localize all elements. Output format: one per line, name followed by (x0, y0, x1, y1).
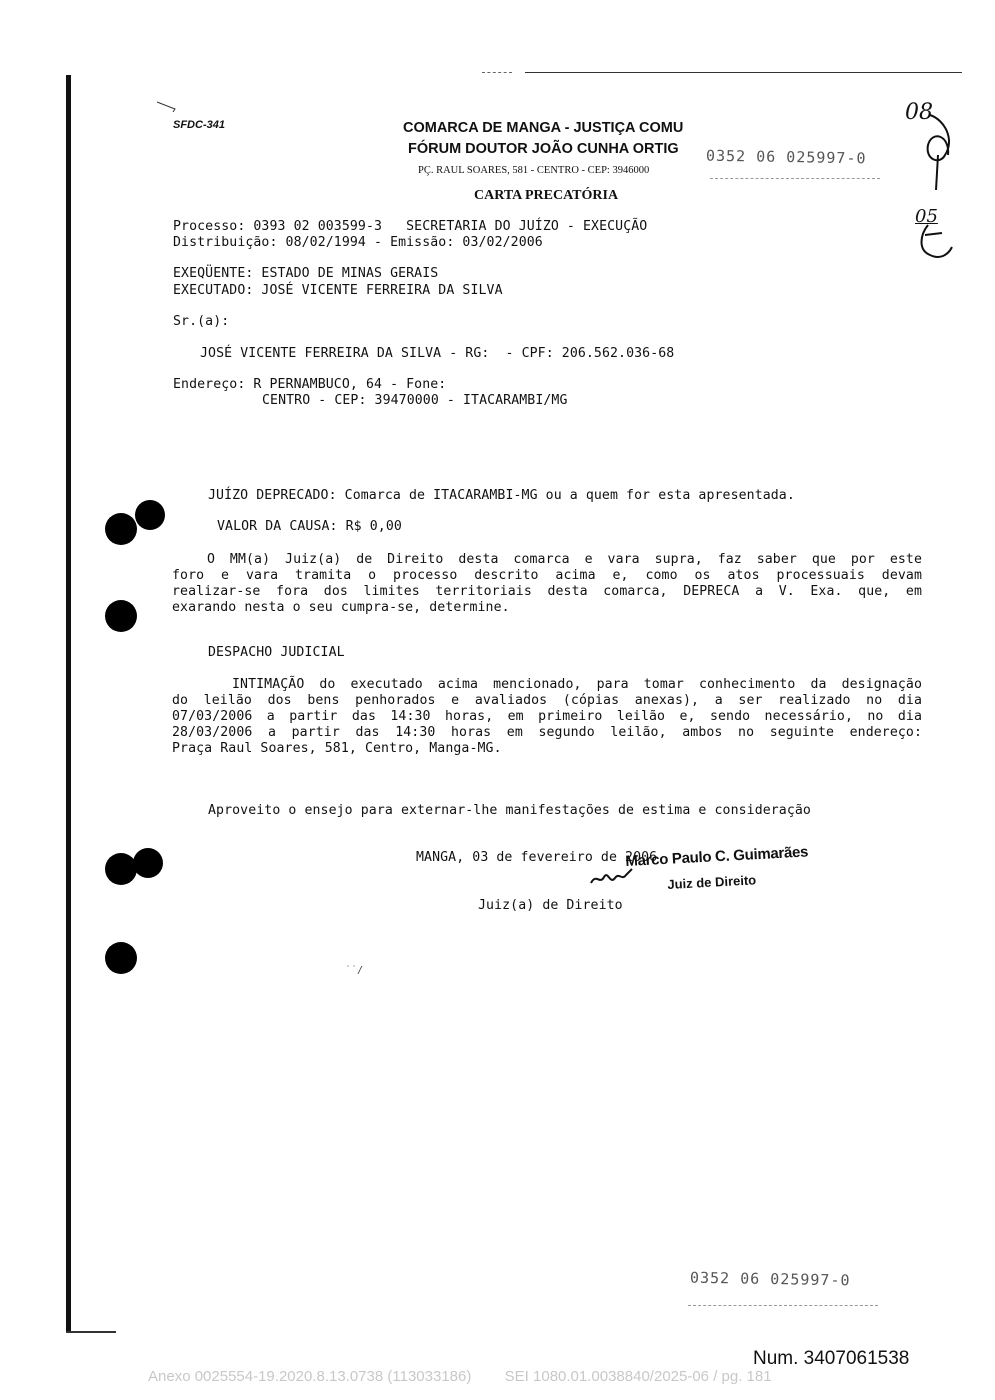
document-number: Num. 3407061538 (753, 1348, 910, 1369)
executado-line: EXECUTADO: JOSÉ VICENTE FERREIRA DA SILVA (173, 283, 503, 298)
punch-hole (105, 853, 137, 885)
scan-top-border (525, 72, 962, 73)
juizo-deprecado: JUÍZO DEPRECADO: Comarca de ITACARAMBI-MG ou a quem for esta apresentada. (208, 488, 795, 503)
paragraph-line: Praça Raul Soares, 581, Centro, Manga-MG. (172, 741, 502, 756)
salutation: Sr.(a): (173, 314, 230, 329)
scan-top-dash (482, 72, 512, 74)
recipient-address-2: CENTRO - CEP: 39470000 - ITACARAMBI/MG (262, 393, 568, 408)
court-name: COMARCA DE MANGA - JUSTIÇA COMU (403, 120, 684, 136)
paragraph-line: 28/03/2006 a partir das 14:30 horas em segundo leilão, ambos no seguinte endereço: (172, 725, 922, 740)
forum-name: FÓRUM DOUTOR JOÃO CUNHA ORTIG (408, 141, 679, 157)
protocol-stamp-bottom: 0352 06 025997-0 (689, 1268, 851, 1290)
stamp-dashes (688, 1305, 878, 1307)
signer-title: Juiz(a) de Direito (478, 898, 623, 913)
margin-initials-scribble (900, 95, 970, 275)
judge-stamp-name: Marco Paulo C. Guimarães (625, 843, 809, 870)
stamp-dashes (710, 178, 880, 180)
court-address: PÇ. RAUL SOARES, 581 - CENTRO - CEP: 3946000 (418, 165, 650, 176)
paragraph-deprecata (172, 552, 922, 616)
margin-page-number: 08 (905, 100, 933, 125)
form-code: SFDC-341 (173, 119, 225, 131)
top-corner-tick (155, 100, 180, 115)
punch-hole (133, 848, 163, 878)
recipient-name: JOSÉ VICENTE FERREIRA DA SILVA - RG: - CPF: 206.562.036-68 (200, 346, 675, 361)
protocol-stamp-top: 0352 06 025997-0 (705, 146, 867, 168)
punch-hole (135, 500, 165, 530)
scan-bottom-mark (66, 1331, 116, 1333)
paragraph-line: 07/03/2006 a partir das 14:30 horas, em primeiro leilão e, sendo necessário, no dia (172, 709, 922, 724)
closing-line: Aproveito o ensejo para externar-lhe manifestações de estima e consideração (208, 803, 811, 818)
scan-left-border (66, 75, 71, 1333)
annex-reference: Anexo 0025554-19.2020.8.13.0738 (113033186) SEI 1080.01.0038840/2025-06 / pg. 181 (148, 1368, 772, 1385)
recipient-address: Endereço: R PERNAMBUCO, 64 - Fone: (173, 377, 447, 392)
despacho-title: DESPACHO JUDICIAL (208, 645, 345, 660)
scan-speck: ˙˙/ (345, 965, 364, 976)
distribution-line: Distribuição: 08/02/1994 - Emissão: 03/02/2006 (173, 235, 543, 250)
paragraph-line: INTIMAÇÃO do executado acima mencionado, para tomar conhecimento da designação (232, 677, 922, 692)
valor-causa: VALOR DA CAUSA: R$ 0,00 (217, 519, 402, 534)
paragraph-line: foro e vara tramita o processo descrito acima e, como os atos processuais devam (172, 568, 922, 583)
judge-stamp-role: Juiz de Direito (667, 872, 757, 892)
margin-page-number: 05 (915, 206, 938, 227)
document-title: CARTA PRECATÓRIA (474, 188, 619, 203)
paragraph-intimacao (172, 677, 922, 757)
paragraph-line: do leilão dos bens penhorados e avaliados (cópias anexas), a ser realizado no dia (172, 693, 922, 708)
paragraph-line: exarando nesta o seu cumpra-se, determine. (172, 600, 510, 615)
paragraph-line: realizar-se fora dos limites territoriais desta comarca, DEPRECA a V. Exa. que, em (172, 584, 922, 599)
process-line: Processo: 0393 02 003599-3 SECRETARIA DO JUÍZO - EXECUÇÃO (173, 219, 648, 234)
exequente-line: EXEQÜENTE: ESTADO DE MINAS GERAIS (173, 266, 439, 281)
paragraph-line: O MM(a) Juiz(a) de Direito desta comarca e vara supra, faz saber que por este (207, 552, 922, 567)
punch-hole (105, 513, 137, 545)
punch-hole (105, 942, 137, 974)
punch-hole (105, 600, 137, 632)
place-date: MANGA, 03 de fevereiro de 2006 (416, 850, 658, 865)
